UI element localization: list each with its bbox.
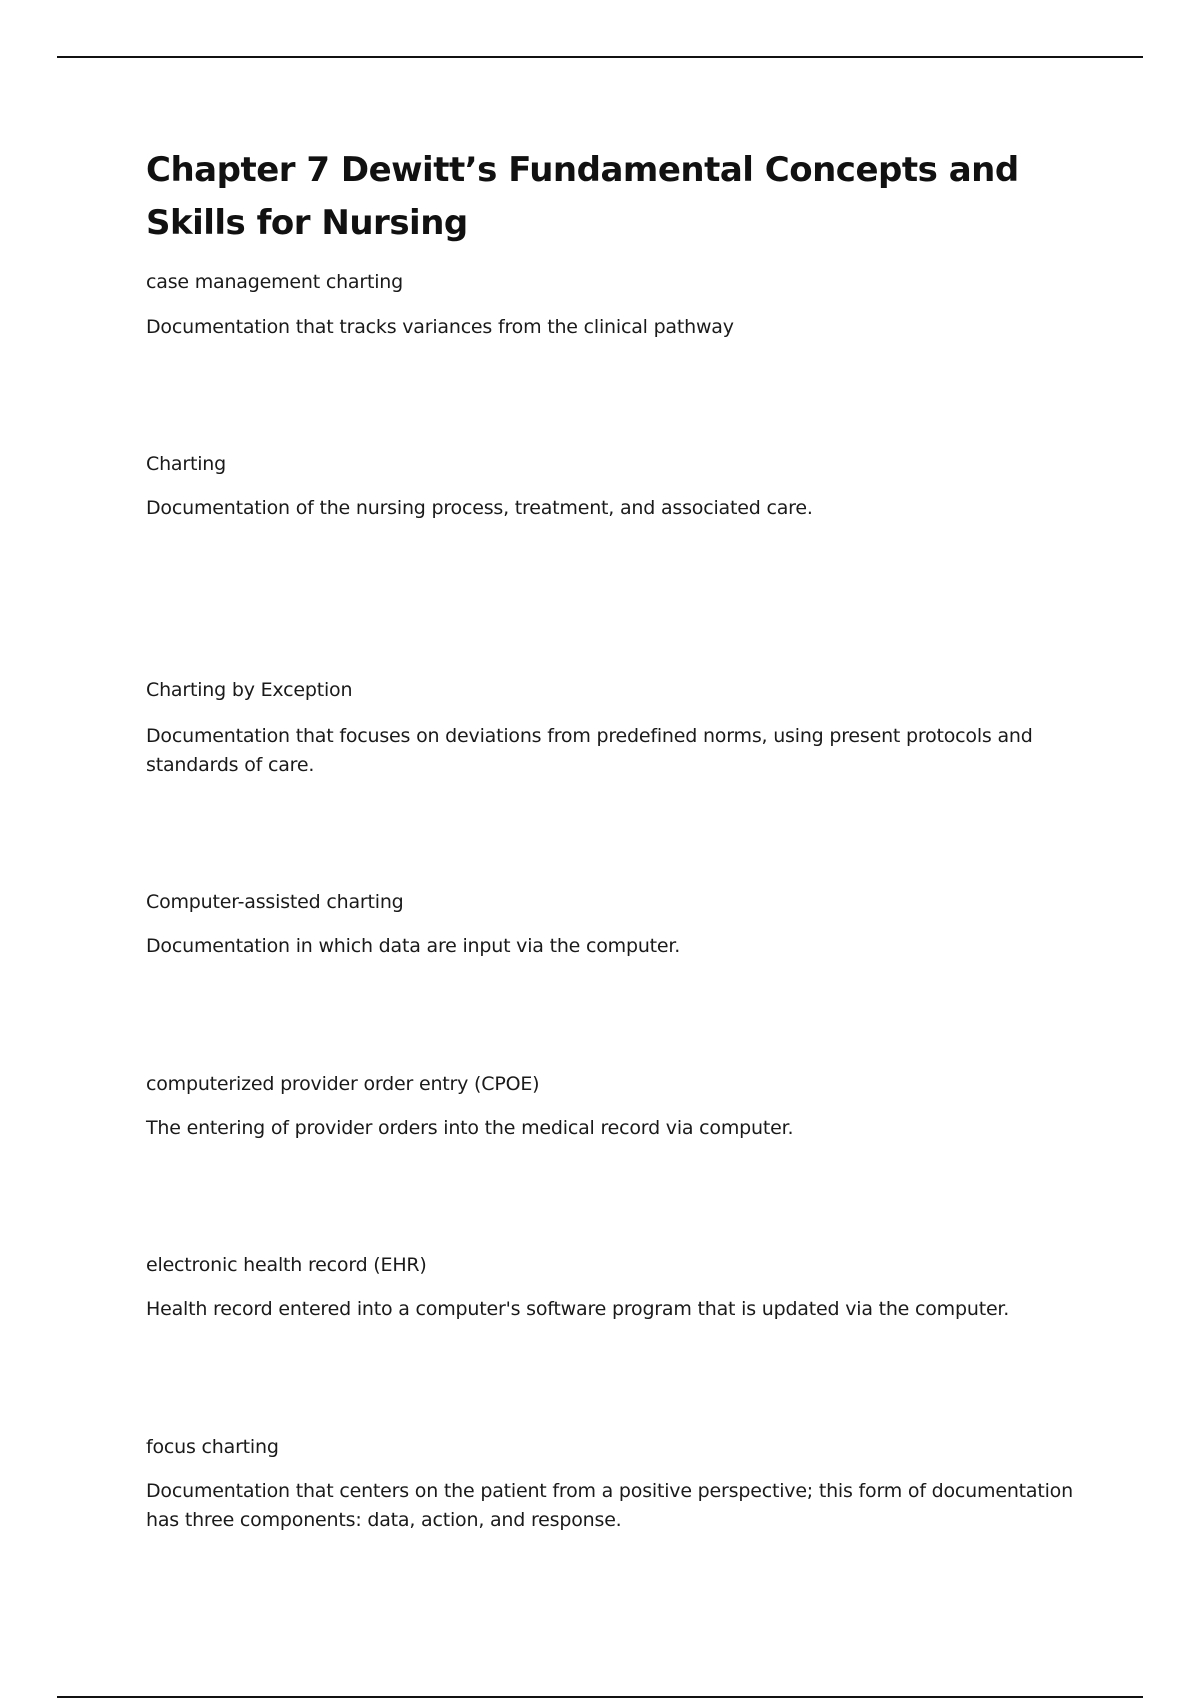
top-divider <box>57 56 1143 58</box>
term-charting: Charting <box>146 453 226 475</box>
definition-focus-charting: Documentation that centers on the patient from a positive perspective; this form of documentation has three components: data, action, and response. <box>146 1480 1073 1531</box>
definition-charting-by-exception: Documentation that focuses on deviations from predefined norms, using present protocols and standards of care. <box>146 725 1033 776</box>
term-computer-assisted-charting: Computer-assisted charting <box>146 891 404 913</box>
term-case-management-charting: case management charting <box>146 271 404 293</box>
term-ehr: electronic health record (EHR) <box>146 1254 427 1276</box>
bottom-divider <box>57 1696 1143 1698</box>
term-focus-charting: focus charting <box>146 1436 279 1458</box>
definition-computer-assisted-charting: Documentation in which data are input via the computer. <box>146 935 681 957</box>
definition-case-management-charting: Documentation that tracks variances from the clinical pathway <box>146 316 734 338</box>
term-charting-by-exception: Charting by Exception <box>146 679 353 701</box>
definition-cpoe: The entering of provider orders into the medical record via computer. <box>146 1117 794 1139</box>
page-title: Chapter 7 Dewitt’s Fundamental Concepts and Skills for Nursing <box>146 150 1019 243</box>
definition-ehr: Health record entered into a computer's software program that is updated via the computer. <box>146 1298 1010 1320</box>
term-cpoe: computerized provider order entry (CPOE) <box>146 1073 540 1095</box>
definition-charting: Documentation of the nursing process, treatment, and associated care. <box>146 497 813 519</box>
